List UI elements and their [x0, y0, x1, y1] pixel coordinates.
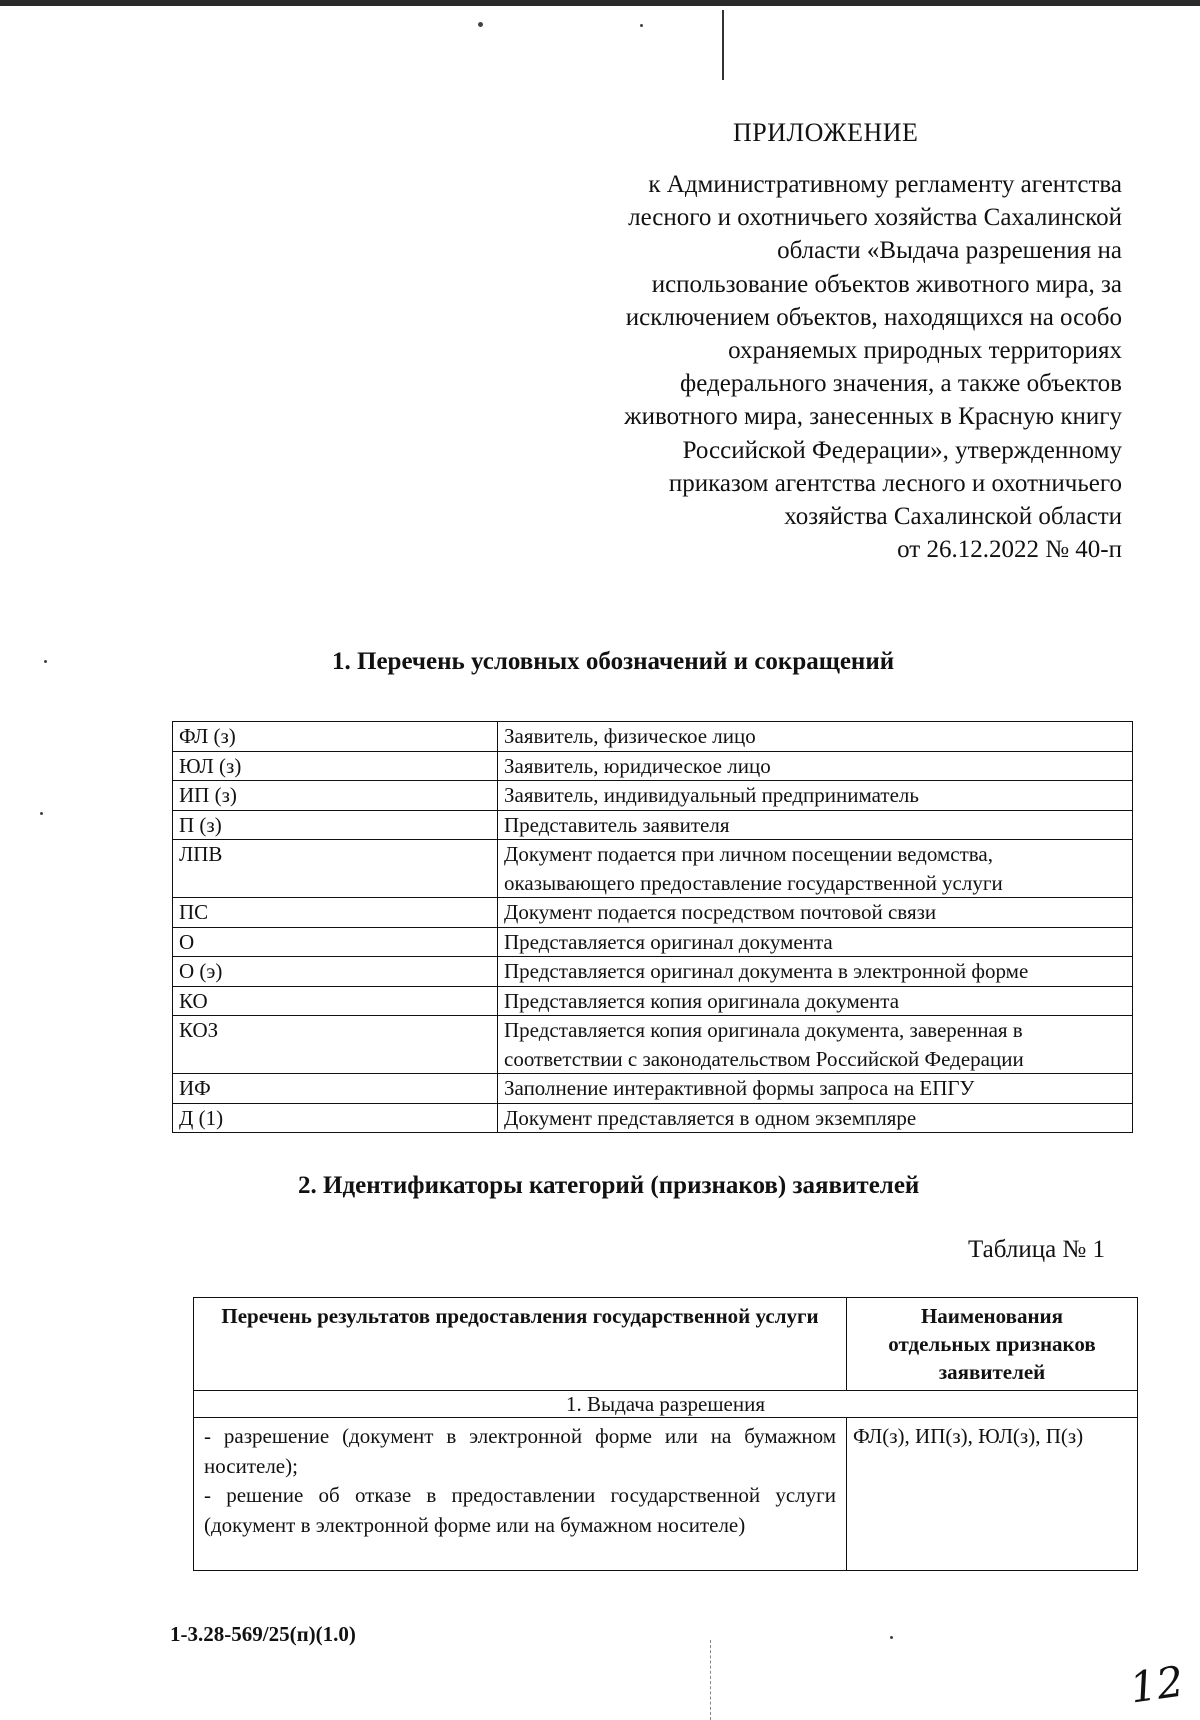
- signs-header-line: Наименования: [920, 1304, 1064, 1328]
- table-row: [173, 722, 1133, 752]
- table-row: [173, 957, 1133, 987]
- abbr-desc: Документ подается посредством почтовой связи: [498, 898, 1133, 928]
- abbr-code: О: [173, 927, 498, 957]
- scan-top-edge: [0, 0, 1200, 6]
- abbr-code: ЮЛ (з): [173, 751, 498, 781]
- table-row: [173, 1074, 1133, 1104]
- signs-header-line: отдельных признаков: [888, 1332, 1096, 1356]
- handwritten-page-number: 12: [1126, 1656, 1187, 1713]
- appendix-line: использование объектов животного мира, за: [651, 270, 1122, 298]
- table-row: [173, 986, 1133, 1016]
- group-label: 1. Выдача разрешения: [194, 1391, 1138, 1418]
- appendix-title: ПРИЛОЖЕНИЕ: [733, 118, 919, 147]
- scan-speck: [640, 24, 643, 27]
- section-1-title: 1. Перечень условных обозначений и сокращений: [332, 648, 895, 675]
- scan-speck: [40, 812, 43, 815]
- scan-artifact-line: [722, 10, 724, 80]
- table-header-row: [194, 1298, 1138, 1391]
- scan-speck: [44, 660, 47, 663]
- appendix-line: области «Выдача разрешения на: [777, 237, 1122, 265]
- table-row: [173, 781, 1133, 811]
- table-row: [173, 751, 1133, 781]
- appendix-line: к Административному регламенту агентства: [648, 171, 1122, 198]
- appendix-line: охраняемых природных территориях: [728, 337, 1122, 365]
- table-row: [173, 840, 1133, 898]
- abbr-desc: [498, 840, 1133, 898]
- abbr-desc: Представитель заявителя: [498, 810, 1133, 840]
- appendix-line: хозяйства Сахалинской области: [784, 503, 1122, 531]
- table-row: [173, 927, 1133, 957]
- table-row: [194, 1418, 1138, 1571]
- result-item: - разрешение (документ в электронной форме или на бумажном носителе);: [204, 1424, 836, 1478]
- abbr-desc: Заявитель, индивидуальный предприниматель: [498, 781, 1133, 811]
- abbr-code: О (э): [173, 957, 498, 987]
- abbr-code: ЛПВ: [173, 840, 498, 898]
- abbr-code: КО: [173, 986, 498, 1016]
- appendix-line: исключением объектов, находящихся на особо: [625, 303, 1122, 331]
- scan-speck: [890, 1636, 893, 1639]
- abbr-desc-line: оказывающего предоставление государственной услуги: [504, 870, 1003, 895]
- signs-column-header: [847, 1298, 1138, 1391]
- table-row: [194, 1391, 1138, 1418]
- abbr-desc-line: Представляется копия оригинала документа, заверенная в: [504, 1018, 1023, 1042]
- table-row: [173, 810, 1133, 840]
- result-item: - решение об отказе в предоставлении государственной услуги (документ в электронной форме или на бумажном носителе): [204, 1483, 836, 1537]
- table-row: [173, 1016, 1133, 1074]
- abbreviations-table: [172, 721, 1133, 1133]
- signs-cell: ФЛ(з), ИП(з), ЮЛ(з), П(з): [847, 1418, 1138, 1571]
- table-row: [173, 898, 1133, 928]
- applicant-categories-table: [193, 1297, 1138, 1571]
- abbr-code: ФЛ (з): [173, 722, 498, 752]
- abbr-code: ИФ: [173, 1074, 498, 1104]
- table-row: [173, 1103, 1133, 1133]
- appendix-line: Российской Федерации», утвержденному: [682, 436, 1122, 464]
- abbr-code: П (з): [173, 810, 498, 840]
- abbr-code: ПС: [173, 898, 498, 928]
- appendix-line: животного мира, занесенных в Красную книгу: [624, 403, 1122, 431]
- document-code: 1-3.28-569/25(п)(1.0): [170, 1622, 356, 1646]
- abbr-desc-line: Документ подается при личном посещении ведомства,: [504, 842, 993, 866]
- table-number-label: Таблица № 1: [968, 1236, 1106, 1263]
- appendix-line: федерального значения, а также объектов: [680, 370, 1122, 398]
- abbr-desc: Представляется оригинал документа: [498, 927, 1133, 957]
- abbr-desc: [498, 1016, 1133, 1074]
- abbr-desc: Документ представляется в одном экземпляре: [498, 1103, 1133, 1133]
- abbr-desc: Представляется копия оригинала документа: [498, 986, 1133, 1016]
- abbr-desc: Представляется оригинал документа в электронной форме: [498, 957, 1133, 987]
- scan-speck: [478, 22, 483, 27]
- abbr-code: ИП (з): [173, 781, 498, 811]
- abbr-desc: Заполнение интерактивной формы запроса на ЕПГУ: [498, 1074, 1133, 1104]
- abbr-code: Д (1): [173, 1103, 498, 1133]
- appendix-line: от 26.12.2022 № 40-п: [897, 536, 1122, 564]
- signs-header-line: заявителей: [938, 1360, 1046, 1384]
- abbr-desc: Заявитель, физическое лицо: [498, 722, 1133, 752]
- results-cell: [194, 1418, 847, 1571]
- abbr-code: КОЗ: [173, 1016, 498, 1074]
- abbr-desc-line: соответствии с законодательством Российской Федерации: [504, 1046, 1024, 1071]
- appendix-line: лесного и охотничьего хозяйства Сахалинской: [628, 204, 1122, 232]
- scan-artifact-dashed: [710, 1640, 712, 1720]
- section-2-title: 2. Идентификаторы категорий (признаков) заявителей: [298, 1172, 920, 1199]
- appendix-reference: [520, 168, 1122, 566]
- appendix-line: приказом агентства лесного и охотничьего: [668, 469, 1122, 497]
- abbr-desc: Заявитель, юридическое лицо: [498, 751, 1133, 781]
- results-column-header: Перечень результатов предоставления государственной услуги: [194, 1298, 847, 1391]
